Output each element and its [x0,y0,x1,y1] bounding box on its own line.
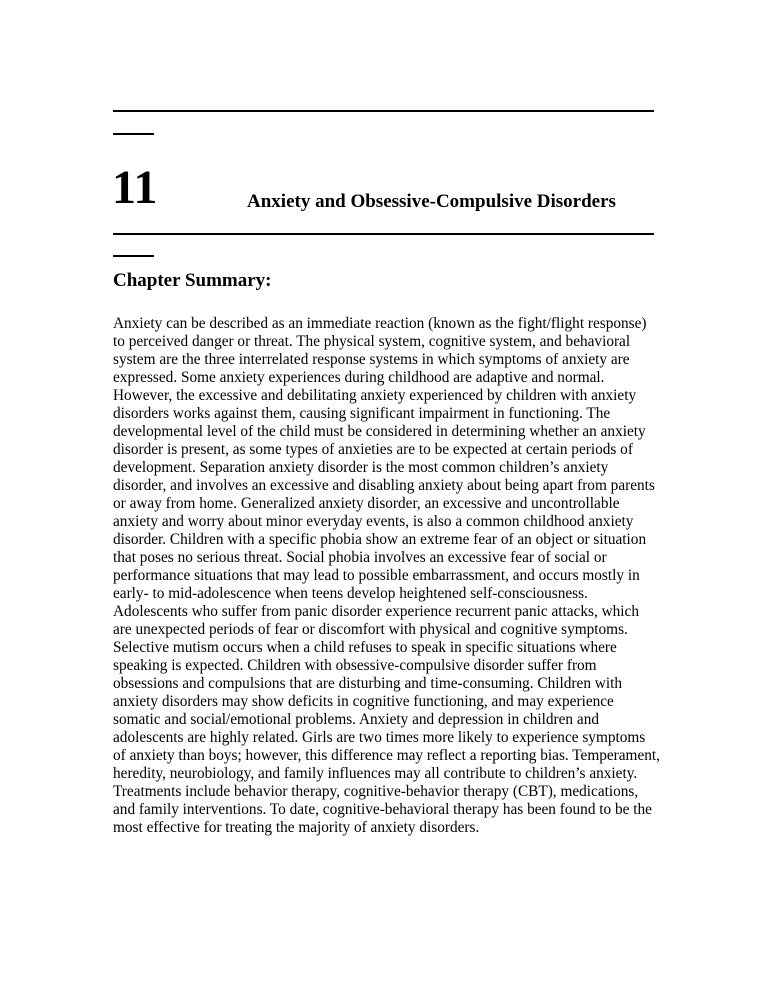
chapter-number: 11 [112,161,158,214]
chapter-title: Anxiety and Obsessive-Compulsive Disorders [247,191,616,212]
top-rule [113,110,654,112]
bottom-rule-stub [113,255,154,257]
section-heading: Chapter Summary: [113,270,272,291]
top-rule-stub [113,133,154,135]
bottom-rule [113,233,654,235]
chapter-summary-text: Anxiety can be described as an immediate reaction (known as the fight/flight response) to perceived danger or threat. The physical system, cognitive system, and behavioral system are the three interrelated response systems in which symptoms of anxiety are expressed. Some anxiety experiences during childhood are adaptive and normal. However, the excessive and debilitating anxiety experienced by children with anxiety disorders works against them, causing significant impairment in functioning. The developmental level of the child must be considered in determining whether an anxiety disorder is present, as some types of anxieties are to be expected at certain periods of development. Separation anxiety disorder is the most common children’s anxiety disorder, and involves an excessive and disabling anxiety about being apart from parents or away from home. Generalized anxiety disorder, an excessive and uncontrollable anxiety and worry about minor everyday events, is also a common childhood anxiety disorder. Children with a specific phobia show an extreme fear of an object or situation that poses no serious threat. Social phobia involves an excessive fear of social or performance situations that may lead to possible embarrassment, and occurs mostly in early- to mid-adolescence when teens develop heightened self-consciousness. Adolescents who suffer from panic disorder experience recurrent panic attacks, which are unexpected periods of fear or discomfort with physical and cognitive symptoms. Selective mutism occurs when a child refuses to speak in specific situations where speaking is expected. Children with obsessive-compulsive disorder suffer from obsessions and compulsions that are disturbing and time-consuming. Children with anxiety disorders may show deficits in cognitive functioning, and may experience somatic and social/emotional problems. Anxiety and depression in children and adolescents are highly related. Girls are two times more likely to experience symptoms of anxiety than boys; however, this difference may reflect a reporting bias. Temperament, heredity, neurobiology, and family influences may all contribute to children’s anxiety. Treatments include behavior therapy, cognitive-behavior therapy (CBT), medications, and family interventions. To date, cognitive-behavioral therapy has been found to be the most effective for treating the majority of anxiety disorders. [113,315,660,836]
